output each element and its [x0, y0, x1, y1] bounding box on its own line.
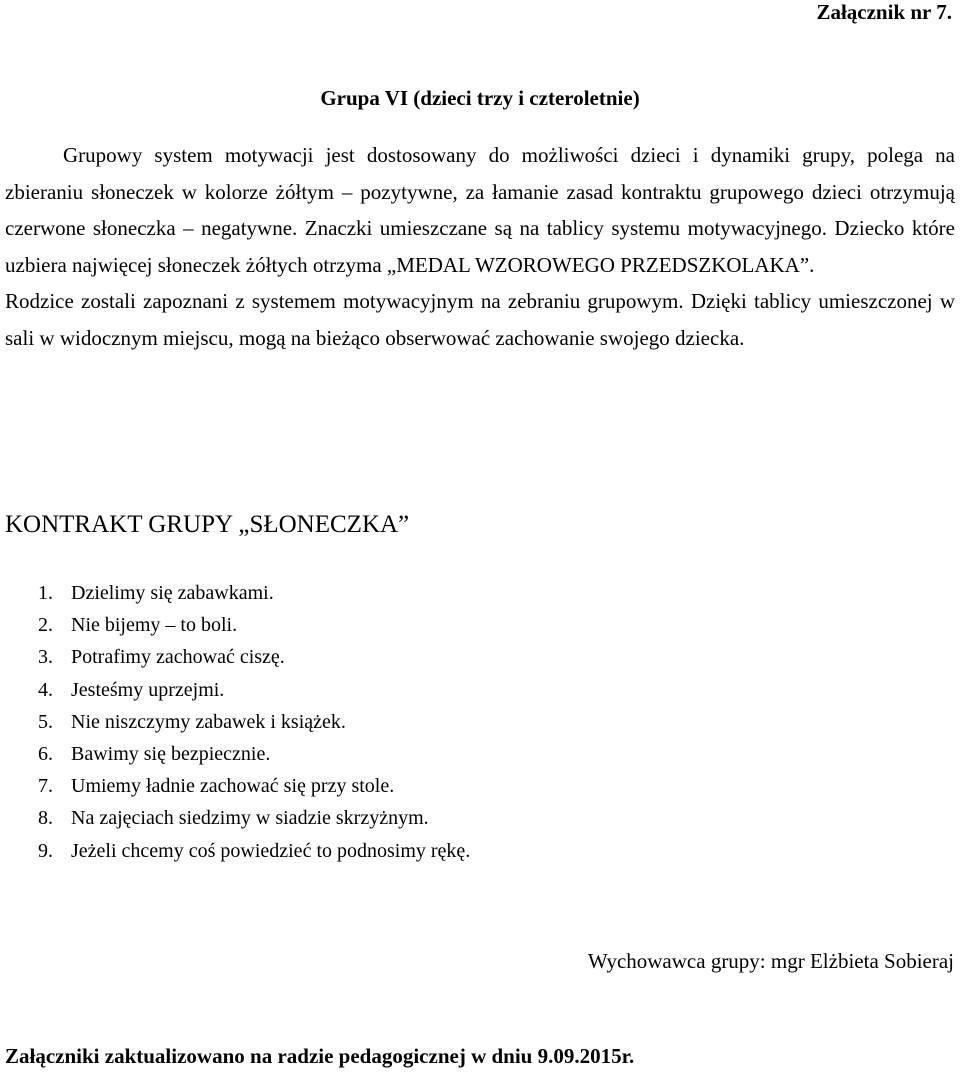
rule-text: Nie niszczymy zabawek i książek. [71, 710, 346, 733]
rule-number: 3. [38, 646, 53, 669]
footer-note: Załączniki zaktualizowano na radzie pedagogicznej w dniu 9.09.2015r. [5, 1044, 635, 1068]
rule-number: 8. [38, 807, 53, 830]
group-title: Grupa VI (dzieci trzy i czteroletnie) [320, 86, 640, 110]
contract-rule [5, 611, 470, 643]
contract-title: KONTRAKT GRUPY „SŁONECZKA” [5, 511, 410, 538]
rule-text: Nie bijemy – to boli. [71, 614, 238, 637]
contract-rule [5, 804, 470, 836]
intro-paragraph [5, 137, 955, 357]
intro-text-parents: Rodzice zostali zapoznani z systemem motywacyjnym na zebraniu grupowym. Dzięki tablicy umieszczonej w sali w widocznym miejscu, mogą na bieżąco obserwować zachowanie swojego dziecka. [5, 289, 955, 350]
rule-text: Na zajęciach siedzimy w siadzie skrzyżnym. [71, 807, 429, 830]
rule-number: 9. [38, 839, 53, 862]
contract-rule [5, 708, 470, 740]
rule-number: 6. [38, 742, 53, 765]
contract-rules-list [5, 579, 470, 869]
contract-rule [5, 772, 470, 804]
contract-rule [5, 579, 470, 611]
annex-label: Załącznik nr 7. [816, 0, 952, 24]
rule-number: 2. [38, 614, 53, 637]
rule-text: Jeżeli chcemy coś powiedzieć to podnosimy rękę. [71, 839, 471, 862]
rule-text: Potrafimy zachować ciszę. [71, 646, 285, 669]
contract-rule [5, 740, 470, 772]
contract-rule [5, 676, 470, 708]
rule-number: 7. [38, 775, 53, 798]
rule-text: Jesteśmy uprzejmi. [71, 678, 225, 701]
intro-text-motivation: Grupowy system motywacji jest dostosowany do możliwości dzieci i dynamiki grupy, polega na zbieraniu słoneczek w kolorze żółtym – pozytywne, za łamanie zasad kontraktu grupowego dzieci otrzymują czerwone słoneczka – negatywne. Znaczki umieszczane są na tablicy systemu motywacyjnego. Dziecko które uzbiera najwięcej słoneczek żółtych otrzyma „MEDAL WZOROWEGO PRZEDSZKOLAKA”. [5, 143, 955, 277]
teacher-signature: Wychowawca grupy: mgr Elżbieta Sobieraj [587, 949, 954, 973]
rule-number: 1. [38, 582, 53, 604]
contract-rule [5, 837, 470, 869]
rule-text: Dzielimy się zabawkami. [71, 582, 274, 604]
rule-text: Umiemy ładnie zachować się przy stole. [71, 775, 395, 798]
rule-text: Bawimy się bezpiecznie. [71, 742, 271, 765]
contract-rule [5, 643, 470, 675]
rule-number: 4. [38, 678, 53, 701]
rule-number: 5. [38, 710, 53, 733]
